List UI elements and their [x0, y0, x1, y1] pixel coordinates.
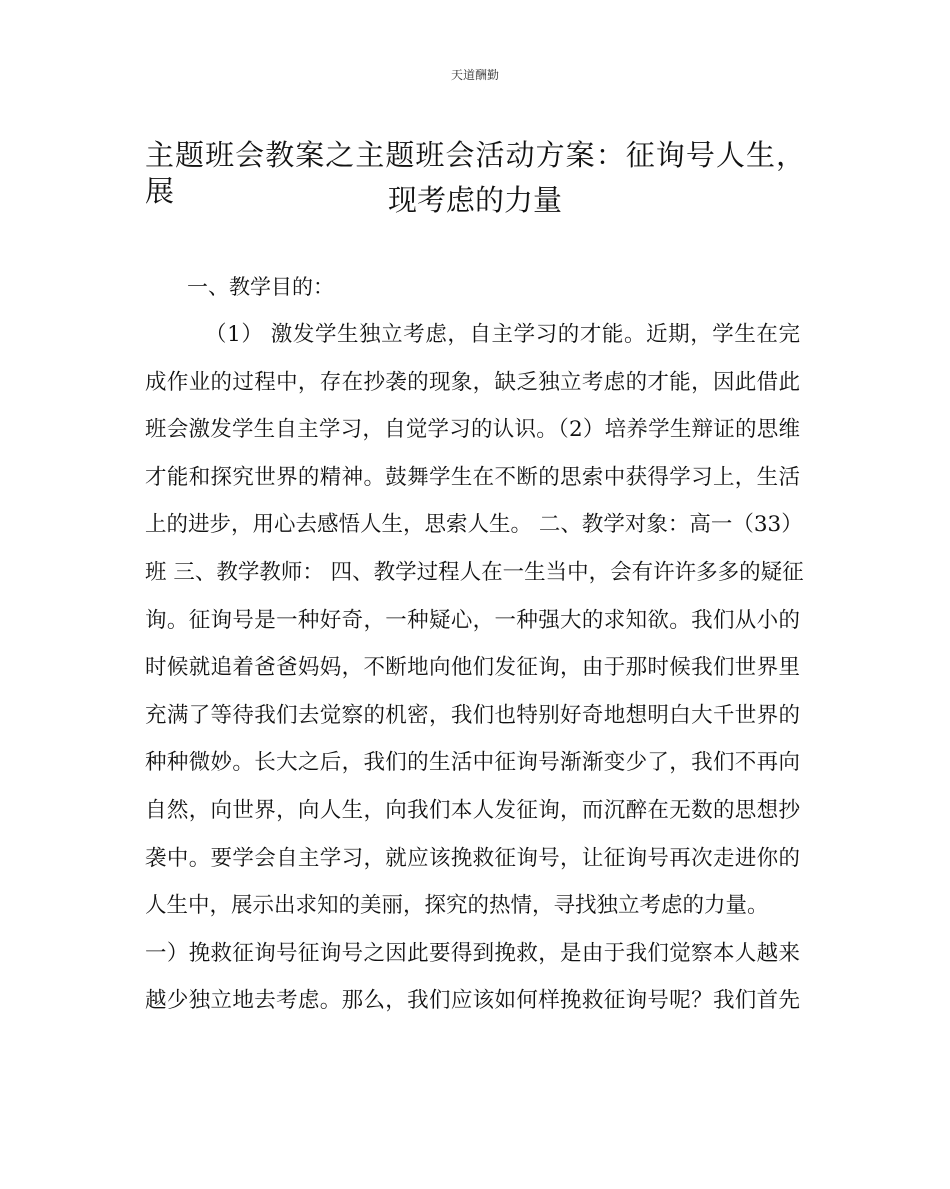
body-text-line: （1） 激发学生独立考虑，自主学习的才能。近期，学生在完 [205, 322, 800, 347]
page-header: 天道酬勤 [450, 68, 499, 82]
body-text-line: 一）挽救征询号征询号之因此要得到挽救，是由于我们觉察本人越来 [145, 940, 800, 966]
body-text-line: 人生中，展示出求知的美丽，探究的热情，寻找独立考虑的力量。 [145, 893, 769, 919]
body-text-line: 上的进步，用心去感悟人生，思索人生。 二、教学对象：高一（33） [145, 512, 803, 538]
body-text-line: 越少独立地去考虑。那么，我们应该如何样挽救征询号呢？我们首先 [145, 988, 800, 1014]
section-heading: 一、教学目的： [187, 275, 334, 299]
body-text-line: 袭中。要学会自主学习，就应该挽救征询号，让征询号再次走进你的 [145, 845, 800, 871]
body-text-line: 才能和探究世界的精神。鼓舞学生在不断的思索中获得学习上，生活 [145, 464, 800, 490]
body-text-line: 充满了等待我们去觉察的机密，我们也特别好奇地想明白大千世界的 [145, 702, 800, 728]
document-title-line-1: 主题班会教案之主题班会活动方案：征询号人生，展 [145, 138, 805, 208]
body-text-line: 班 三、教学教师： 四、教学过程人在一生当中，会有许许多多的疑征 [145, 560, 804, 585]
body-text-line: 成作业的过程中，存在抄袭的现象，缺乏独立考虑的才能，因此借此 [145, 369, 800, 395]
body-text-line: 时候就追着爸爸妈妈，不断地向他们发征询，由于那时候我们世界里 [145, 655, 800, 681]
body-text-line: 种种微妙。长大之后，我们的生活中征询号渐渐变少了，我们不再向 [145, 750, 800, 776]
body-text-line: 询。征询号是一种好奇，一种疑心，一种强大的求知欲。我们从小的 [145, 607, 800, 633]
document-title-line-2: 现考虑的力量 [387, 183, 562, 217]
body-text-line: 班会激发学生自主学习，自觉学习的认识。（2）培养学生辩证的思维 [145, 417, 800, 443]
body-text-line: 自然，向世界，向人生，向我们本人发征询，而沉醉在无数的思想抄 [145, 798, 800, 823]
